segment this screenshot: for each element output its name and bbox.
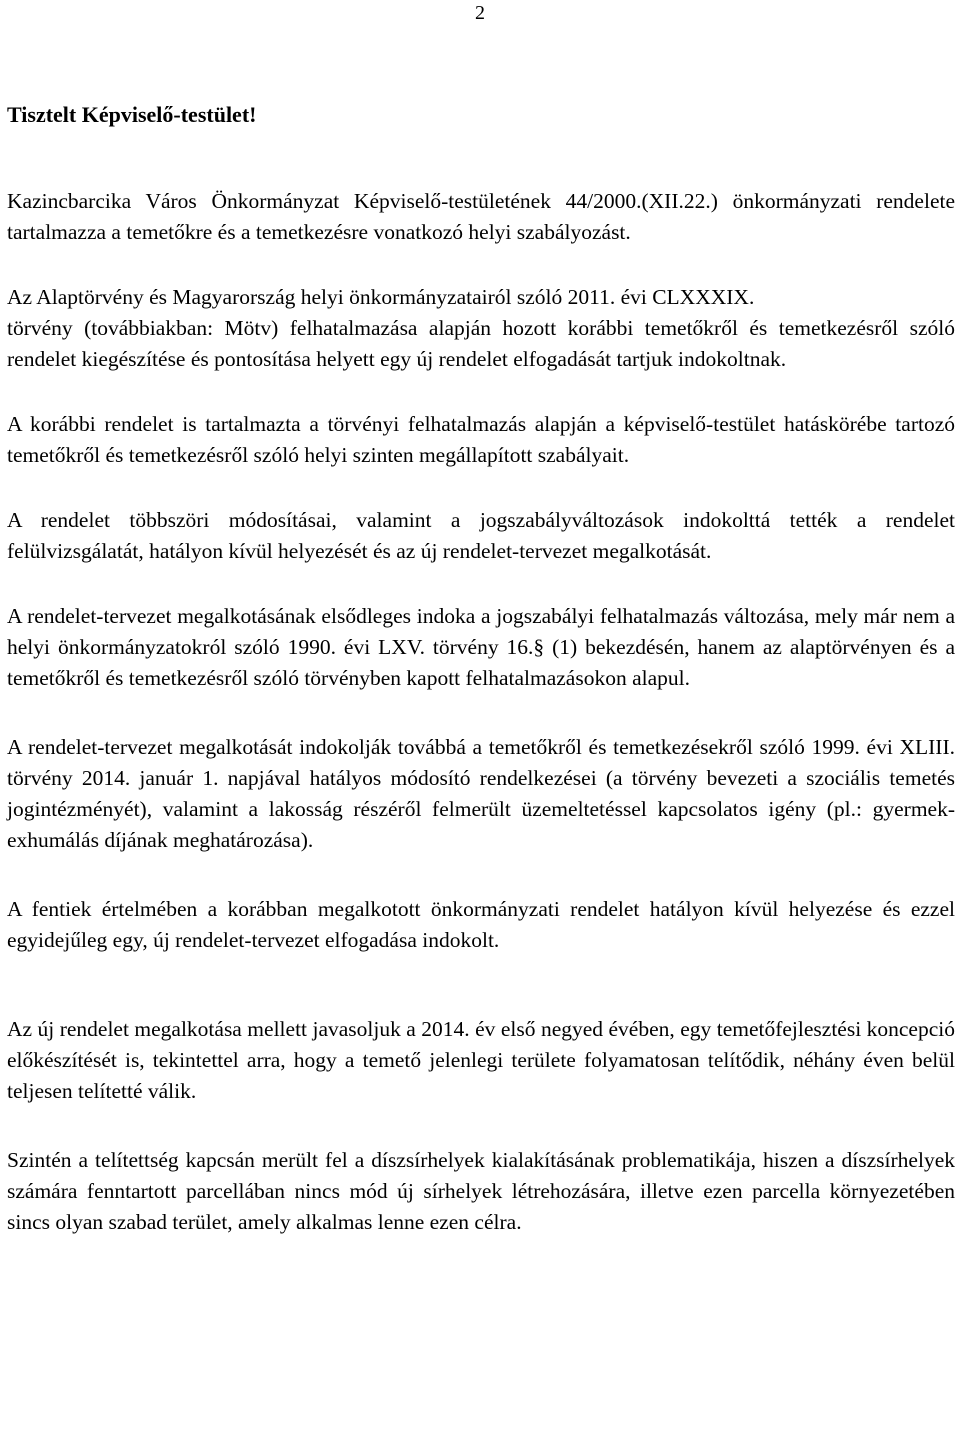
- paragraph-8: Az új rendelet megalkotása mellett javasoljuk a 2014. év első negyed évében, egy temetőfejlesztési koncepció előkészítését is, tekintettel arra, hogy a temető jelenlegi területe folyamatosan telítődik, néhány éven belül teljesen telítetté válik.: [7, 1017, 955, 1103]
- paragraph-3: A korábbi rendelet is tartalmazta a törvényi felhatalmazás alapján a képviselő-testület hatáskörébe tartozó temetőkről és temetkezésről szóló helyi szinten megállapított szabályait.: [7, 412, 955, 467]
- paragraph-5: A rendelet-tervezet megalkotásának elsődleges indoka a jogszabályi felhatalmazás változása, mely már nem a helyi önkormányzatokról szóló 1990. évi LXV. törvény 16.§ (1) bekezdésén, hanem az alaptörvényen és a temetőkről és temetkezésről szóló törvényben kapott felhatalmazásokon alapul.: [7, 604, 955, 690]
- document-body: [7, 100, 955, 1238]
- paragraph-2: törvény (továbbiakban: Mötv) felhatalmazása alapján hozott korábbi temetőkről és temetkezésről szóló rendelet kiegészítése és pontosítása helyett egy új rendelet elfogadását tartjuk indokoltnak.: [7, 316, 955, 371]
- paragraph-7: A fentiek értelmében a korábban megalkotott önkormányzati rendelet hatályon kívül helyezése és ezzel egyidejűleg egy, új rendelet-tervezet elfogadása indokolt.: [7, 897, 955, 952]
- paragraph-6: A rendelet-tervezet megalkotását indokolják továbbá a temetőkről és temetkezésekről szóló 1999. évi XLIII. törvény 2014. január 1. napjával hatályos módosító rendelkezései (a törvény bevezeti a szociális temetés jogintézményét), valamint a lakosság részéről felmerült üzemeltetéssel kapcsolatos igény (pl.: gyermek-exhumálás díjának meghatározása).: [7, 735, 955, 852]
- salutation-heading: Tisztelt Képviselő-testület!: [7, 102, 257, 127]
- paragraph-9: Szintén a telítettség kapcsán merült fel a díszsírhelyek kialakításának problematikája, hiszen a díszsírhelyek számára fenntartott parcellában nincs mód új sírhelyek létrehozására, illetve ezen parcella környezetében sincs olyan szabad terület, amely alkalmas lenne ezen célra.: [7, 1148, 955, 1234]
- paragraph-2-lead: Az Alaptörvény és Magyarország helyi önkormányzatairól szóló 2011. évi CLXXXIX.: [7, 285, 755, 309]
- paragraph-1: Kazincbarcika Város Önkormányzat Képviselő-testületének 44/2000.(XII.22.) önkormányzati rendelete tartalmazza a temetőkre és a temetkezésre vonatkozó helyi szabályozást.: [7, 189, 955, 244]
- page-number: 2: [475, 2, 485, 24]
- paragraph-4: A rendelet többszöri módosításai, valamint a jogszabályváltozások indokolttá tették a rendelet felülvizsgálatát, hatályon kívül helyezését és az új rendelet-tervezet megalkotását.: [7, 508, 955, 563]
